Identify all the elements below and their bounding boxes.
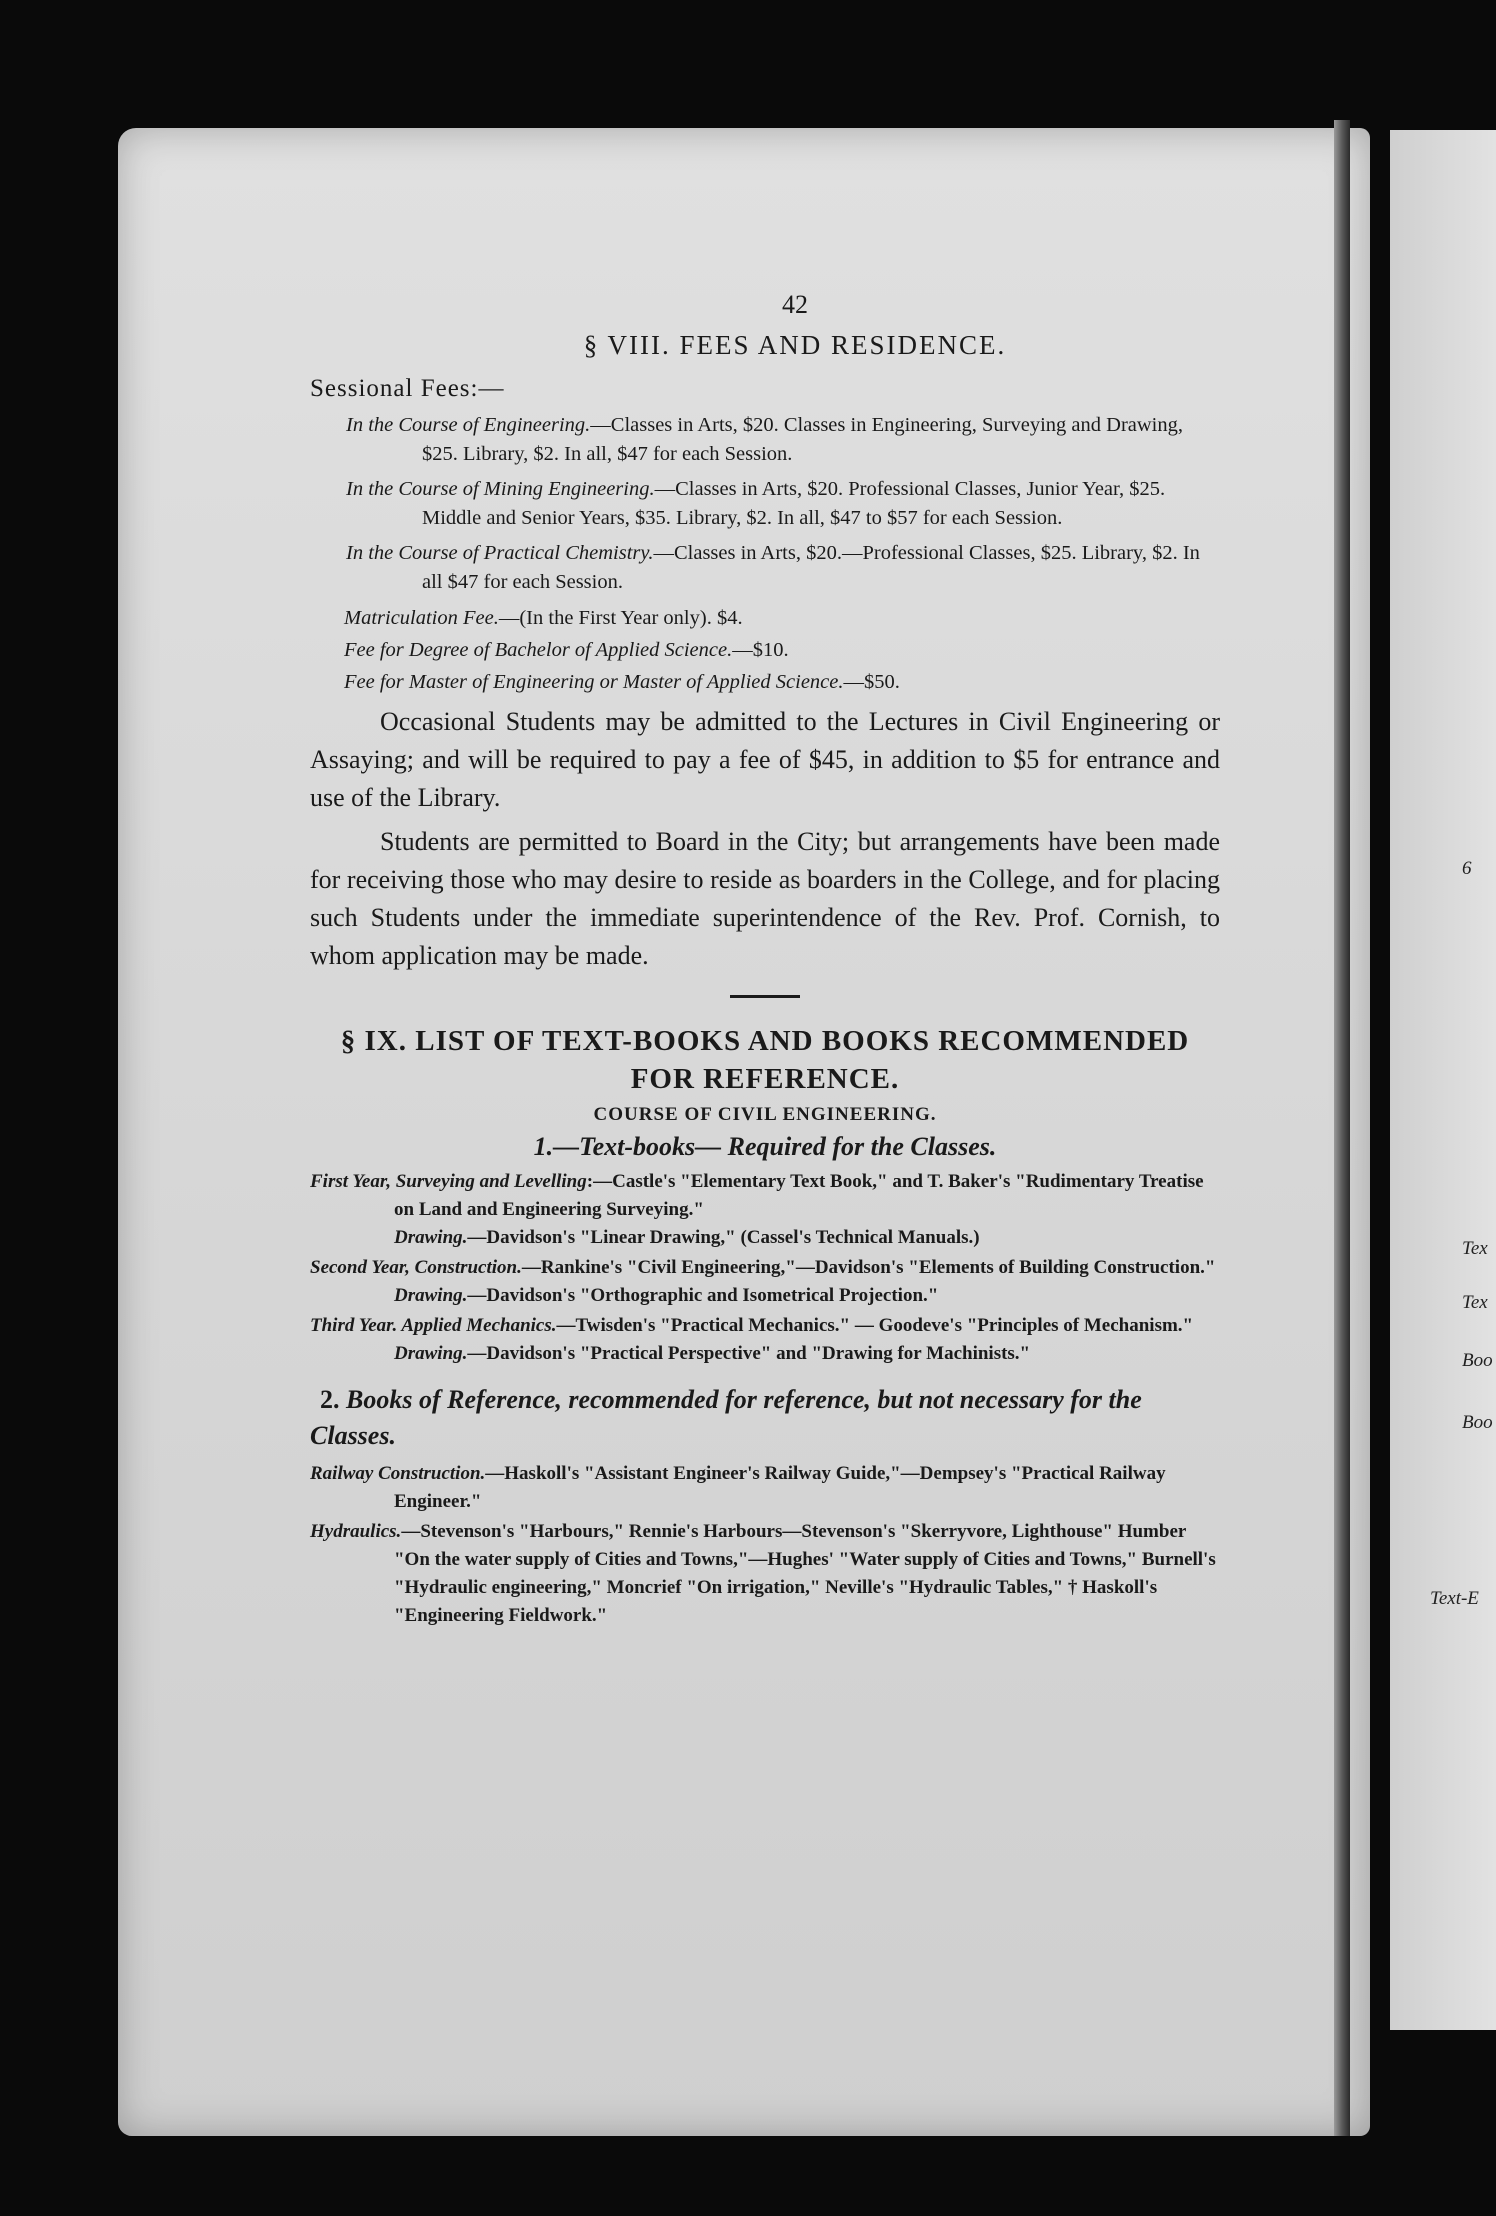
sessional-fees-heading: Sessional Fees:— — [310, 375, 505, 402]
adjacent-fragment: Tex — [1462, 1238, 1488, 1259]
fee-line: Matriculation Fee.—(In the First Year only). $4. — [344, 607, 743, 629]
adjacent-fragment: Text-E — [1430, 1588, 1479, 1609]
page-content — [310, 290, 1220, 1632]
section-divider — [730, 995, 800, 998]
page-number: 42 — [782, 290, 808, 319]
section-8-title: § VIII. FEES AND RESIDENCE. — [583, 330, 1007, 360]
fee-entry: In the Course of Engineering.—Classes in Arts, $20. Classes in Engineering, Surveying and Drawing, $25. Library, $2. In all, $47 for each Session. — [346, 414, 1183, 465]
section-9-title: § IX. LIST OF TEXT-BOOKS AND BOOKS RECOMMENDED FOR REFERENCE. — [340, 1025, 1190, 1095]
adjacent-fragment: Tex — [1462, 1292, 1488, 1313]
course-heading: COURSE OF CIVIL ENGINEERING. — [593, 1104, 937, 1125]
paragraph: Occasional Students may be admitted to the Lectures in Civil Engineering or Assaying; and will be required to pay a fee of $45, in addition to $5 for entrance and use of the Library. — [310, 707, 1220, 812]
adjacent-fragment: 6 — [1462, 858, 1472, 879]
reference-entry: Railway Construction.—Haskoll's "Assistant Engineer's Railway Guide,"—Dempsey's "Practical Railway Engineer." — [310, 1463, 1166, 1512]
textbook-entry: Third Year. Applied Mechanics.—Twisden's "Practical Mechanics." — Goodeve's "Principles of Mechanism." Drawing.—Davidson's "Practical Perspective" and "Drawing for Machinists." — [310, 1315, 1194, 1364]
textbooks-heading: 1.—Text-books— Required for the Classes. — [533, 1132, 997, 1161]
adjacent-fragment: Boo — [1462, 1350, 1493, 1371]
adjacent-page-edge — [1390, 130, 1496, 2030]
reference-entry: Hydraulics.—Stevenson's "Harbours," Rennie's Harbours—Stevenson's "Skerryvore, Lighthouse" Humber "On the water supply of Cities and Towns,"—Hughes' "Water supply of Cities and Towns," Burnell's "Hydraulic engineering," Moncrief "On irrigation," Neville's "Hydraulic Tables," † Haskoll's "Engineering Fieldwork." — [310, 1521, 1216, 1626]
textbook-entry: Second Year, Construction.—Rankine's "Civil Engineering,"—Davidson's "Elements of Building Construction." Drawing.—Davidson's "Orthographic and Isometrical Projection." — [310, 1257, 1216, 1306]
fee-line: Fee for Master of Engineering or Master of Applied Science.—$50. — [344, 671, 900, 693]
paragraph: Students are permitted to Board in the City; but arrangements have been made for receiving those who may desire to reside as boarders in the College, and for placing such Students under the immediate superintendence of the Rev. Prof. Cornish, to whom application may be made. — [310, 827, 1220, 970]
fee-entry: In the Course of Mining Engineering.—Classes in Arts, $20. Professional Classes, Junior Year, $25. Middle and Senior Years, $35. Library, $2. In all, $47 to $57 for each Session. — [346, 478, 1166, 529]
book-spine — [1334, 120, 1350, 2136]
fee-line: Fee for Degree of Bachelor of Applied Science.—$10. — [344, 639, 789, 661]
textbook-entry: First Year, Surveying and Levelling:—Castle's "Elementary Text Book," and T. Baker's "Rudimentary Treatise on Land and Engineering Surveying." Drawing.—Davidson's "Linear Drawing," (Cassel's Technical Manuals.) — [310, 1171, 1204, 1248]
adjacent-fragment: Boo — [1462, 1412, 1493, 1433]
reference-heading: 2. Books of Reference, recommended for reference, but not necessary for the Classes. — [310, 1385, 1142, 1450]
fee-entry: In the Course of Practical Chemistry.—Classes in Arts, $20.—Professional Classes, $25. Library, $2. In all $47 for each Session. — [346, 542, 1200, 593]
